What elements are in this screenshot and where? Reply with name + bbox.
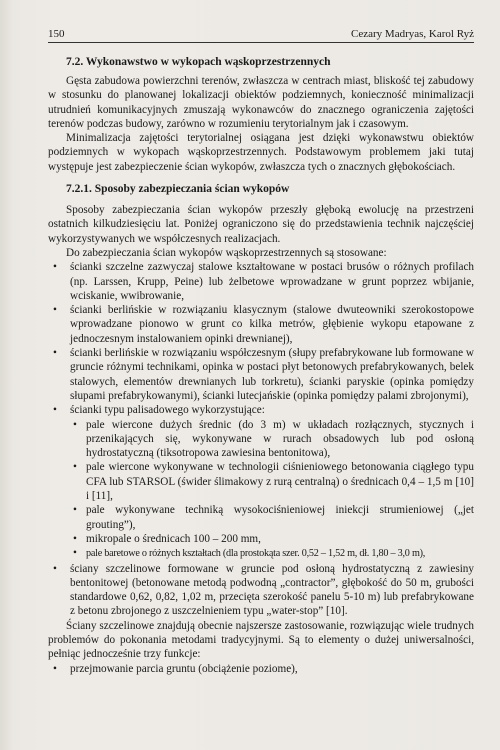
section-title: 7.2. Wykonawstwo w wykopach wąskoprzestrzennych — [66, 56, 331, 68]
sublist-item-text: mikropale o średnicach 100 – 200 mm, — [86, 532, 261, 545]
bullet-icon: • — [53, 562, 57, 575]
list-item — [48, 260, 474, 303]
list-item-text: przejmowanie parcia gruntu (obciążenie poziome), — [70, 662, 298, 675]
list-item — [48, 303, 474, 346]
bullet-icon: • — [53, 261, 57, 274]
sublist-item — [70, 460, 474, 503]
list-item-text: ścianki berlińskie w rozwiązaniu klasycznym (stalowe dwuteowniki szerokostopowe wprowadzane pionowo w grunt co kilka metrów, głębienie wykopu etapowane z jednoczesnym instalowaniem opinki drewnianej), — [70, 304, 474, 345]
sublist-item — [70, 546, 474, 561]
bullet-icon: • — [73, 547, 77, 560]
palisade-sublist — [70, 418, 474, 562]
bullet-icon: • — [73, 532, 77, 545]
sublist-item-text: pale wiercone dużych średnic (do 3 m) w układach rozłącznych, stycznych i przenikających się, wykonywane w rurach obsadowych lub pod osłoną hydrostatyczną (tiksotropowa zawiesina bentonitowa), — [86, 418, 474, 460]
bullet-icon: • — [53, 304, 57, 317]
bullet-icon: • — [53, 347, 57, 360]
paragraph: Sposoby zabezpieczania ścian wykopów przeszły głęboką ewolucję na przestrzeni ostatnich kilkudziesięciu lat. Poniżej ograniczono się do przedstawienia technik najczęściej wykorzystywanych we współczesnych realizacjach. — [48, 204, 474, 245]
functions-list — [48, 662, 474, 676]
paragraph: Ściany szczelinowe znajdują obecnie najszersze zastosowanie, rozwiązując wiele trudnych problemów do pokonania metodami tradycyjnymi. Są to elementy o dużej uniwersalności, pełniąc jednocześnie trzy funkcje: — [48, 619, 474, 661]
sublist-item — [70, 532, 474, 546]
running-head — [48, 28, 474, 43]
list-item — [48, 403, 474, 561]
sublist-item — [70, 503, 474, 532]
sublist-item-text: pale wiercone wykonywane w technologii ciśnieniowego betonowania ciągłego typu CFA lub STARSOL (świder ślimakowy z rurą centralną) o średnicach 0,4 – 1,5 m [10] i [11], — [86, 461, 474, 503]
sublist-item-text: pale wykonywane techniką wysokociśnieniowej iniekcji strumieniowej („jet grouting”), — [86, 504, 474, 531]
paragraph: Do zabezpieczania ścian wykopów wąskoprzestrzennych są stosowane: — [66, 246, 387, 259]
list-item-text: ściany szczelinowe formowane w gruncie pod osłoną hydrostatyczną z zawiesiny bentonitowej (betonowane metodą podwodną „contractor”, głębokość do 50 m, grubości standardowe 0,62, 0,82, 1,02 m, przecięta szerokość panelu 5-10 m) lub prefabrykowane z betonu zbrojonego z uszczelnieniem typu „water-stop” [10]. — [70, 562, 474, 618]
list-item — [48, 662, 474, 676]
sublist-item-text: pale baretowe o różnych kształtach (dla prostokąta szer. 0,52 – 1,52 m, dł. 1,80 – 3,0 m), — [86, 548, 426, 560]
authors: Cezary Madryas, Karol Ryż — [351, 28, 474, 40]
paragraph: Gęsta zabudowa powierzchni terenów, zwłaszcza w centrach miast, bliskość tej zabudowy w stosunku do planowanej lokalizacji obiektów podziemnych, konieczność minimalizacji utrudnień komunikacyjnych zmuszają wykonawców do znacznego ograniczenia zajętości terenów podczas budowy, zarówno w rozumieniu terytorialnym jak i czasowym. — [48, 75, 474, 130]
bullet-icon: • — [73, 461, 77, 474]
paragraph: Minimalizacja zajętości terytorialnej osiągana jest dzięki wykonawstwu obiektów podziemnych w wykopach wąskoprzestrzennych. Podstawowym problemem jaki tutaj występuje jest zabezpieczenie ścian wykopów, zwłaszcza tych o znacznych głębokościach. — [48, 132, 474, 173]
bullet-icon: • — [53, 404, 57, 417]
bullet-icon: • — [73, 504, 77, 517]
list-item-text: ścianki typu palisadowego wykorzystujące: — [70, 404, 265, 417]
sublist-item — [70, 418, 474, 461]
list-item-text: ścianki berlińskie w rozwiązaniu współczesnym (słupy prefabrykowane lub formowane w gruncie różnymi technikami, opinka w postaci płyt betonowych prefabrykowanych, belek stalowych, elementów drewnianych lub torkretu), ścianki paryskie (opinka pomiędzy słupami prefabrykowanymi), ścianki lutecjańskie (opinka pomiędzy palami zbrojonymi), — [70, 347, 474, 402]
bullet-icon: • — [73, 418, 77, 431]
list-item — [48, 562, 474, 619]
subsection-title: 7.2.1. Sposoby zabezpieczania ścian wykopów — [66, 183, 290, 196]
bullet-icon: • — [53, 662, 57, 675]
methods-list — [48, 260, 474, 618]
list-item-text: ścianki szczelne zazwyczaj stalowe kształtowane w postaci brusów o różnych profilach (np. Larssen, Krupp, Peine) lub żelbetowe wprowadzane w grunt poprzez wbijanie, wciskanie, wwibrowanie, — [70, 261, 474, 302]
page-number: 150 — [48, 28, 65, 40]
list-item — [48, 346, 474, 403]
